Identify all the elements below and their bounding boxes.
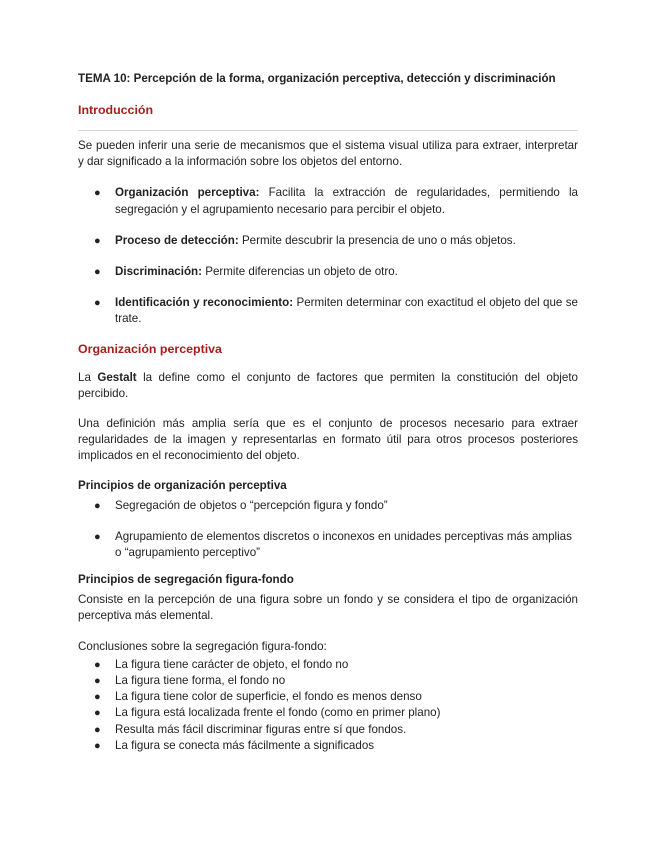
- gestalt-post: la define como el conjunto de factores que permiten la constitución del objeto percibido.: [78, 370, 579, 400]
- list-item: [78, 705, 578, 721]
- principios-list: [78, 498, 578, 562]
- gestalt-pre: La: [78, 370, 98, 384]
- list-item: [78, 185, 578, 217]
- item-text: Facilita la extracción de regularidades, permitiendo la segregación y el agrupamiento necesario para percibir el objeto.: [115, 186, 578, 216]
- bullet-icon: ●: [94, 266, 101, 279]
- bullet-icon: ●: [94, 707, 101, 720]
- item-term: Identificación y reconocimiento:: [115, 296, 294, 310]
- conclusiones-list: [78, 657, 578, 754]
- item-text: Resulta más fácil discriminar figuras entre sí que fondos.: [115, 722, 407, 736]
- document-content: [78, 72, 578, 754]
- item-text: Permiten determinar con exactitud el objeto del que se trate.: [115, 296, 578, 326]
- intro-list: [78, 185, 578, 327]
- bullet-icon: ●: [94, 234, 101, 247]
- bullet-icon: ●: [94, 739, 101, 752]
- bullet-icon: ●: [94, 675, 101, 688]
- item-text: La figura tiene carácter de objeto, el fondo no: [115, 657, 349, 671]
- item-term: Discriminación:: [115, 265, 202, 279]
- item-text: La figura tiene forma, el fondo no: [115, 674, 286, 688]
- list-item: [78, 295, 578, 327]
- heading-divider: [78, 130, 578, 131]
- item-text: La figura tiene color de superficie, el fondo es menos denso: [115, 690, 422, 704]
- list-item: [78, 673, 578, 689]
- gestalt-term: Gestalt: [97, 370, 137, 384]
- bullet-icon: ●: [94, 297, 101, 310]
- bullet-icon: ●: [94, 691, 101, 704]
- list-item: [78, 657, 578, 673]
- item-text: Permite descubrir la presencia de uno o más objetos.: [238, 233, 516, 247]
- bullet-icon: ●: [94, 499, 101, 512]
- list-item: [78, 498, 578, 514]
- bullet-icon: ●: [94, 187, 101, 200]
- intro-paragraph: Se pueden inferir una serie de mecanismos que el sistema visual utiliza para extraer, interpretar y dar significado a la información sobre los objetos del entorno.: [78, 139, 578, 169]
- segregacion-paragraph: Consiste en la percepción de una figura sobre un fondo y se considera el tipo de organización perceptiva más elemental.: [78, 593, 578, 623]
- heading-introduccion: Introducción: [78, 103, 154, 117]
- definition-paragraph: Una definición más amplia sería que es el conjunto de procesos necesario para extraer regularidades de la imagen y representarlas en formato útil para otros procesos posteriores implicados en el reconocimiento del objeto.: [78, 417, 578, 463]
- bullet-icon: ●: [94, 658, 101, 671]
- heading-segregacion: Principios de segregación figura-fondo: [78, 573, 294, 587]
- list-item: [78, 722, 578, 738]
- list-item: [78, 738, 578, 754]
- list-item: [78, 264, 578, 280]
- conclusiones-label: Conclusiones sobre la segregación figura-fondo:: [78, 639, 327, 653]
- bullet-icon: ●: [94, 530, 101, 543]
- list-item: [78, 233, 578, 249]
- item-text: Segregación de objetos o “percepción figura y fondo”: [115, 498, 388, 512]
- heading-organizacion: Organización perceptiva: [78, 341, 222, 356]
- bullet-icon: ●: [94, 723, 101, 736]
- list-item: [78, 529, 578, 561]
- heading-principios: Principios de organización perceptiva: [78, 478, 287, 492]
- item-term: Proceso de detección:: [115, 233, 239, 247]
- document-title: TEMA 10: Percepción de la forma, organización perceptiva, detección y discriminación: [78, 72, 556, 85]
- gestalt-paragraph: [78, 370, 578, 402]
- item-term: Organización perceptiva:: [115, 186, 260, 200]
- item-text: La figura se conecta más fácilmente a significados: [115, 738, 375, 752]
- item-text: Permite diferencias un objeto de otro.: [201, 265, 398, 279]
- item-text: Agrupamiento de elementos discretos o inconexos en unidades perceptivas más amplias o “agrupamiento perceptivo”: [115, 529, 572, 560]
- item-text: La figura está localizada frente el fondo (como en primer plano): [115, 706, 441, 720]
- list-item: [78, 689, 578, 705]
